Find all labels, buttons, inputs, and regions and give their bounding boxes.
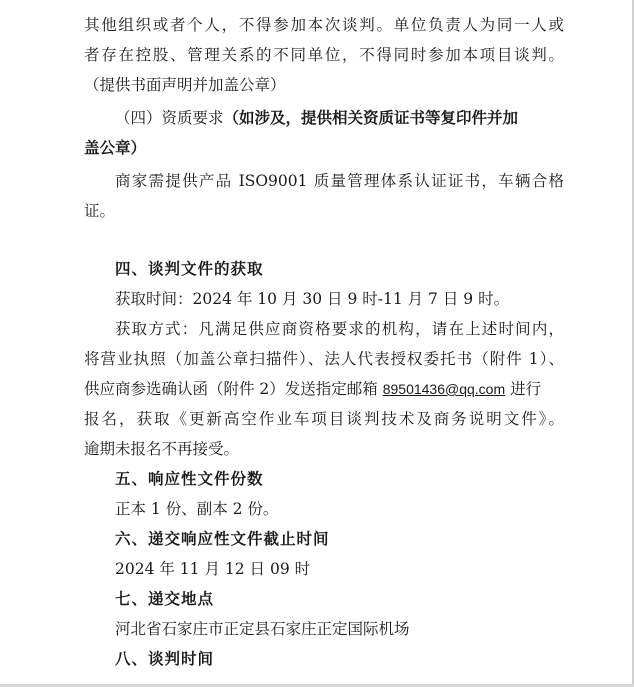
paragraph-line [84,378,564,400]
location-text: 河北省石家庄市正定县石家庄正定国际机场 [115,620,410,638]
paragraph-line: 将营业执照（加盖公章扫描件）、法人代表授权委托书（附件 1）、 [84,350,564,368]
section-heading-8: 八、谈判时间 [115,650,215,668]
section-heading-4: 四、谈判文件的获取 [115,260,264,278]
email-link[interactable]: 89501436@qq.com [382,381,506,397]
paragraph-line: 报名，获取《更新高空作业车项目谈判技术及商务说明文件》。 [84,410,564,428]
qualification-prefix: （四）资质要求 [115,109,224,127]
acquisition-time: 获取时间：2024 年 10 月 30 日 9 时-11 月 7 日 9 时。 [115,290,510,308]
email-line-prefix: 供应商参选确认函（附件 2）发送指定邮箱 [84,380,383,398]
paragraph-line: （提供书面声明并加盖公章） [84,76,286,94]
copies-text: 正本 1 份、副本 2 份。 [115,500,279,518]
qualification-note-cont: 盖公章） [84,139,147,157]
paragraph-line: 者存在控股、管理关系的不同单位，不得同时参加本项目谈判。 [84,46,564,64]
section-heading-7: 七、递交地点 [115,590,215,608]
qualification-note: （如涉及，提供相关资质证书等复印件并加 [223,109,519,127]
paragraph-line: 获取方式：凡满足供应商资格要求的机构，请在上述时间内， [115,320,564,338]
paragraph-line: 逾期未报名不再接受。 [84,440,240,458]
qualification-heading [115,107,564,129]
section-heading-5: 五、响应性文件份数 [115,470,264,488]
paragraph-line: 其他组织或者个人，不得参加本次谈判。单位负责人为同一人或 [84,16,564,34]
email-line-suffix: 进行 [505,380,542,398]
paragraph-line: 商家需提供产品 ISO9001 质量管理体系认证证书，车辆合格 [115,172,564,190]
paragraph-line: 证。 [84,202,116,220]
deadline-text: 2024 年 11 月 12 日 09 时 [115,560,311,578]
section-heading-6: 六、递交响应性文件截止时间 [115,530,330,548]
